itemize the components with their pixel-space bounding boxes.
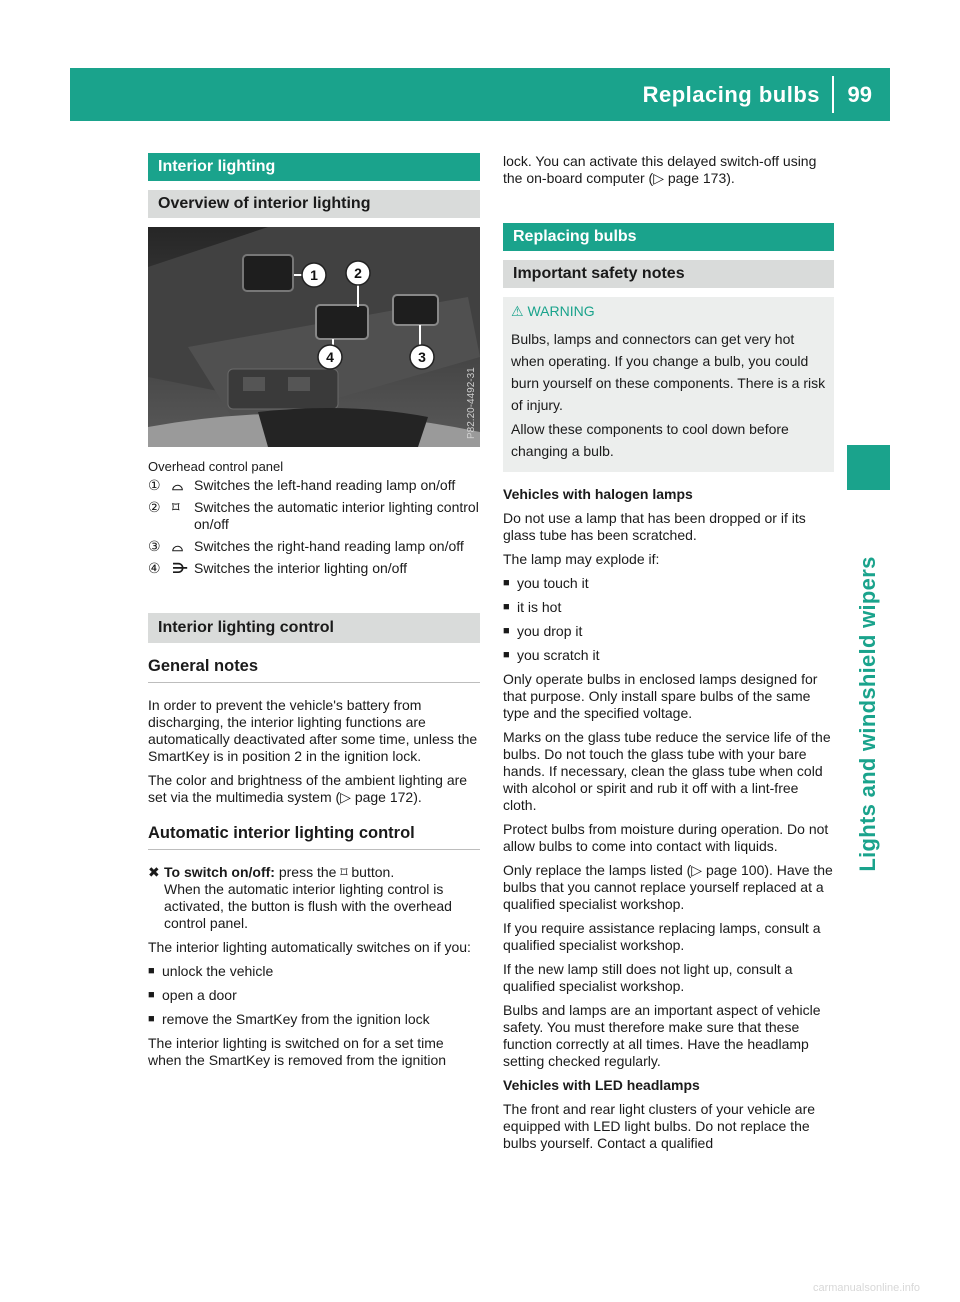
warning-text: Allow these components to cool down before changing a bulb. [511, 421, 789, 459]
bullet-icon: ■ [148, 1013, 155, 1025]
legend-text: Switches the left-hand reading lamp on/off [194, 477, 456, 493]
section-heading-interior-lighting: Interior lighting [148, 153, 480, 181]
auto-lighting-icon: ⌑ [172, 499, 180, 515]
step-arrow-icon: ✖ [148, 864, 160, 880]
bullet-icon: ■ [503, 649, 510, 661]
list-item-text: you scratch it [517, 647, 600, 663]
instruction-step [148, 864, 480, 932]
legend-number: ③ [148, 538, 161, 554]
warning-label: WARNING [527, 303, 595, 319]
list-item [503, 623, 834, 640]
paragraph: Only operate bulbs in enclosed lamps designed for that purpose. Only install spare bulbs of the same type and the specified voltage. [503, 671, 818, 721]
list-item-text: you touch it [517, 575, 589, 591]
warning-icon: ⚠ [511, 303, 524, 319]
list-item-text: you drop it [517, 623, 583, 639]
legend-item [148, 499, 480, 533]
step-body [164, 864, 480, 932]
warning-text: Bulbs, lamps and connectors can get very hot when operating. If you change a bulb, you could burn yourself on these components. There is a risk of injury. [511, 331, 826, 413]
header-separator [832, 76, 834, 113]
legend-item [148, 560, 480, 577]
page-header-bar [70, 68, 890, 121]
subheading-overview: Overview of interior lighting [148, 190, 480, 218]
photo-caption: Overhead control panel [148, 459, 284, 474]
photo-callout-2: 2 [354, 265, 362, 281]
legend-text: Switches the interior lighting on/off [194, 560, 407, 576]
heading-automatic-control: Automatic interior lighting control [148, 824, 480, 850]
side-tab-label: Lights and windshield wipers [855, 556, 880, 872]
section-heading-replacing-bulbs: Replacing bulbs [503, 223, 834, 251]
photo-illustration [148, 227, 480, 447]
list-item-text: it is hot [517, 599, 562, 615]
legend-number: ② [148, 499, 161, 515]
watermark: carmanualsonline.info [812, 1282, 920, 1294]
heading-led-headlamps: Vehicles with LED headlamps [503, 1077, 700, 1093]
list-item-text: open a door [162, 987, 237, 1003]
legend-text: Switches the automatic interior lighting control on/off [194, 499, 479, 532]
list-item [503, 575, 834, 592]
paragraph: The lamp may explode if: [503, 551, 660, 567]
subheading-interior-lighting-control: Interior lighting control [148, 613, 480, 643]
paragraph: If you require assistance replacing lamps, consult a qualified specialist workshop. [503, 920, 821, 953]
paragraph: The interior lighting is switched on for a set time when the SmartKey is removed from the ignition [148, 1035, 447, 1068]
paragraph: Do not use a lamp that has been dropped or if its glass tube has been scratched. [503, 510, 806, 543]
side-tab-marker [847, 445, 890, 490]
photo-callout-3: 3 [418, 349, 426, 365]
list-item-text: unlock the vehicle [162, 963, 274, 979]
list-item [148, 1011, 480, 1028]
bullet-icon: ■ [503, 577, 510, 589]
paragraph: Marks on the glass tube reduce the service life of the bulbs. Do not touch the glass tube with your bare hands. If necessary, clean the glass tube when cold with alcohol or spirit and rub it off with a lint-free cloth. [503, 729, 831, 813]
paragraph: lock. You can activate this delayed switch-off using the on-board computer (▷ page 173). [503, 153, 817, 186]
paragraph: The color and brightness of the ambient lighting are set via the multimedia system (▷ page 172). [148, 772, 468, 805]
bullet-icon: ■ [148, 965, 155, 977]
warning-box [503, 297, 834, 472]
paragraph: Bulbs and lamps are an important aspect of vehicle safety. You must therefore make sure that these function correctly at all times. Have the headlamp setting checked regularly. [503, 1002, 821, 1069]
subheading-safety-notes: Important safety notes [503, 260, 834, 288]
paragraph: The front and rear light clusters of your vehicle are equipped with LED light bulbs. Do not replace the bulbs yourself. Contact a qualified [503, 1101, 816, 1151]
overhead-control-panel-photo [148, 227, 480, 447]
heading-general-notes: General notes [148, 657, 480, 683]
paragraph: The interior lighting automatically switches on if you: [148, 939, 471, 955]
step-detail: When the automatic interior lighting control is activated, the button is flush with the overhead control panel. [164, 881, 452, 931]
bullet-icon: ■ [503, 625, 510, 637]
list-item-text: remove the SmartKey from the ignition lock [162, 1011, 430, 1027]
right-column [503, 153, 834, 1159]
warning-title [511, 303, 826, 320]
heading-halogen-lamps: Vehicles with halogen lamps [503, 486, 693, 502]
legend-number: ① [148, 477, 161, 493]
step-text: press the ⌑ button. [274, 864, 395, 880]
reading-lamp-icon: ⌓ [172, 538, 184, 554]
photo-callout-4: 4 [326, 349, 334, 365]
step-label: To switch on/off: [164, 864, 275, 880]
page-number: 99 [847, 82, 872, 107]
legend-text: Switches the right-hand reading lamp on/off [194, 538, 464, 554]
photo-callout-1: 1 [310, 267, 318, 283]
bullet-icon: ■ [503, 601, 510, 613]
bullet-icon: ■ [148, 989, 155, 1001]
legend-item [148, 477, 480, 494]
list-item [148, 963, 480, 980]
photo-code: P82.20-4492-31 [466, 367, 477, 439]
legend-number: ④ [148, 560, 161, 576]
list-item [503, 599, 834, 616]
paragraph: Only replace the lamps listed (▷ page 100). Have the bulbs that you cannot replace yourself replaced at a qualified specialist workshop. [503, 862, 833, 912]
interior-lighting-icon: ⋺ [172, 560, 189, 576]
list-item [148, 987, 480, 1004]
paragraph: If the new lamp still does not light up, consult a qualified specialist workshop. [503, 961, 793, 994]
left-column [148, 153, 480, 1076]
header-title: Replacing bulbs [642, 82, 820, 107]
reading-lamp-icon: ⌓ [172, 477, 184, 493]
paragraph: Protect bulbs from moisture during operation. Do not allow bulbs to come into contact with liquids. [503, 821, 829, 854]
legend-item [148, 538, 480, 555]
paragraph: In order to prevent the vehicle's battery from discharging, the interior lighting functions are automatically deactivated after some time, unless the SmartKey is in position 2 in the ignition lock. [148, 697, 478, 764]
list-item [503, 647, 834, 664]
